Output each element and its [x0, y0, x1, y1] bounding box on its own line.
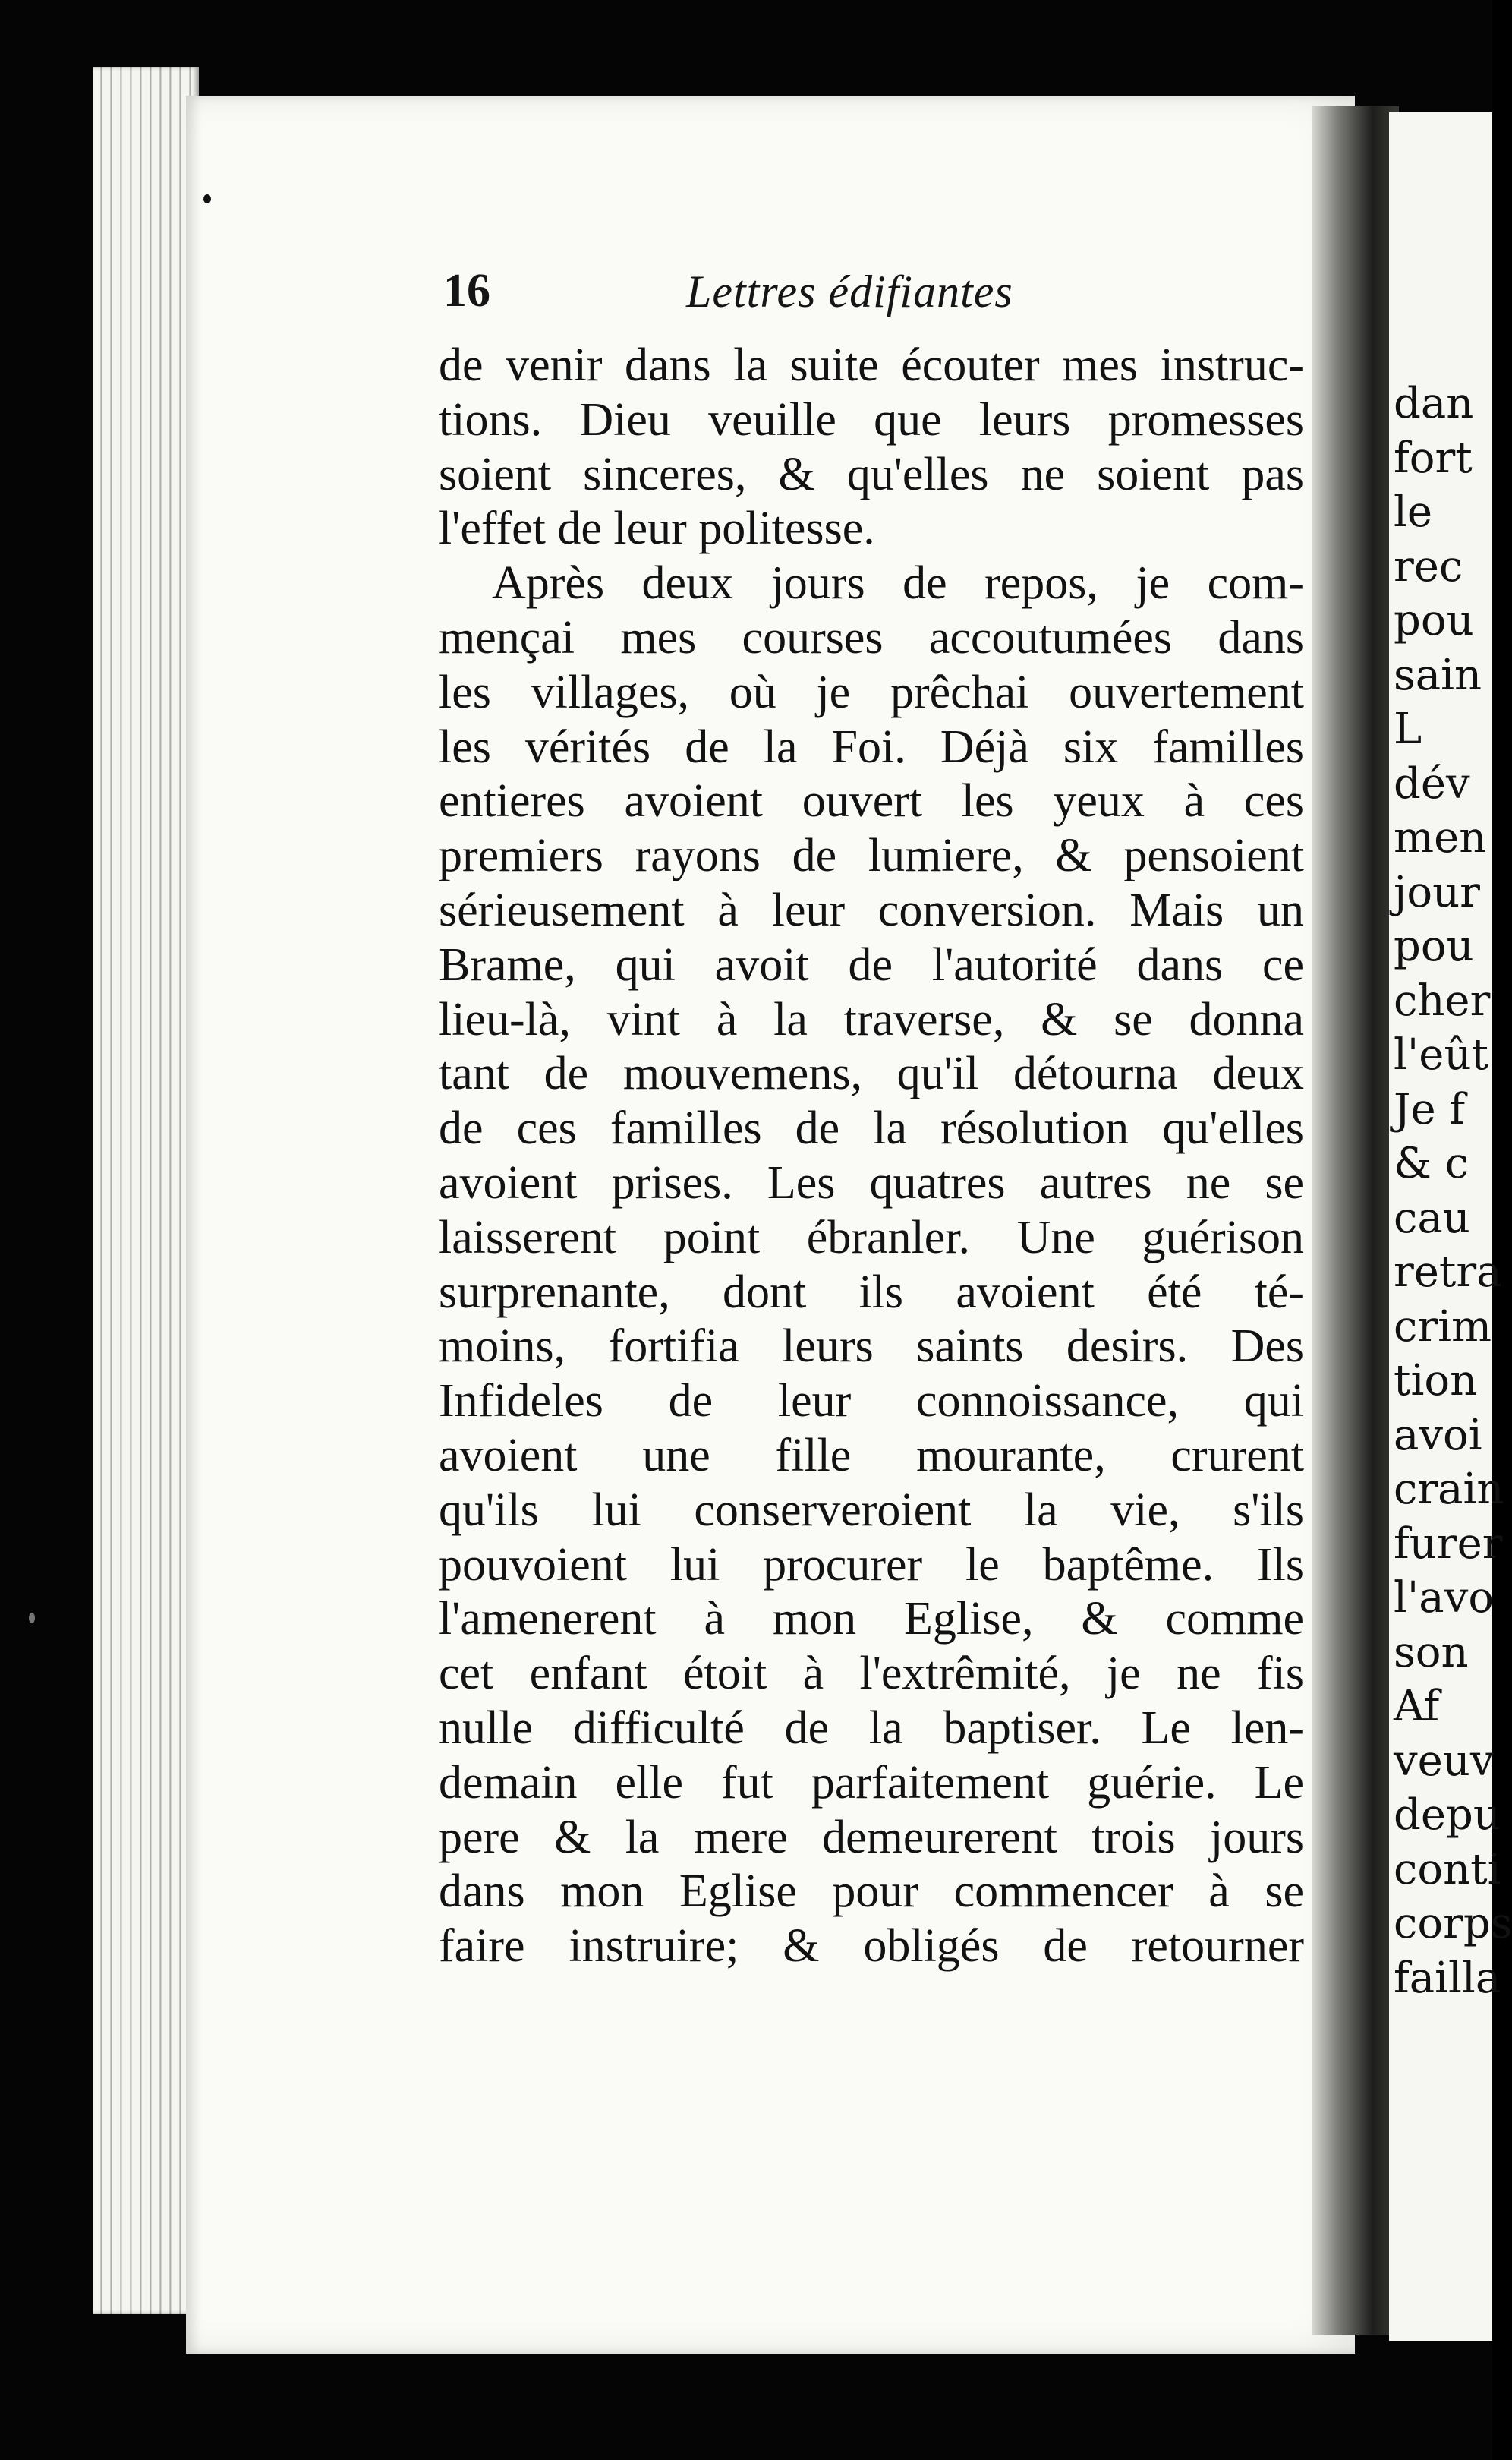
facing-page-fragment: le — [1394, 487, 1433, 537]
text-line: l'effet de leur politesse. — [439, 503, 875, 555]
facing-page-fragment: men — [1394, 813, 1487, 863]
running-head — [443, 264, 1316, 325]
text-line: laisserent point ébranler. Une guérison — [439, 1211, 1304, 1263]
facing-page-fragment: l'avo — [1394, 1573, 1495, 1623]
facing-page-fragment: corps — [1394, 1899, 1512, 1948]
body-text — [439, 339, 1304, 1974]
text-line: les villages, où je prêchai ouvertement — [439, 666, 1304, 718]
text-line: cet enfant étoit à l'extrêmité, je ne fis — [439, 1648, 1304, 1700]
facing-page-fragment: avoi — [1394, 1410, 1482, 1460]
facing-page-fragment: fort — [1394, 433, 1473, 483]
facing-page-fragment: crim — [1394, 1301, 1492, 1351]
text-line: tions. Dieu veuille que leurs promesses — [439, 393, 1304, 446]
facing-page-fragment: L — [1394, 705, 1422, 754]
facing-page-fragment: tion — [1394, 1356, 1478, 1405]
facing-page-fragment: cher — [1394, 976, 1491, 1026]
text-line: avoient prises. Les quatres autres ne se — [439, 1156, 1304, 1209]
facing-page-fragment: furer — [1394, 1519, 1503, 1569]
text-line: entieres avoient ouvert les yeux à ces — [439, 775, 1304, 828]
text-line: soient sinceres, & qu'elles ne soient pas — [439, 448, 1304, 500]
facing-page-fragment: son — [1394, 1627, 1469, 1677]
text-line: dans mon Eglise pour commencer à se — [439, 1866, 1304, 1918]
facing-page-fragment: sain — [1394, 650, 1482, 700]
facing-page-fragment: Je f — [1394, 1084, 1466, 1134]
facing-page-fragment: conti — [1394, 1844, 1501, 1894]
text-line: l'amenerent à mon Eglise, & comme — [439, 1593, 1304, 1645]
text-line: moins, fortifia leurs saints desirs. Des — [439, 1320, 1304, 1373]
facing-page-fragment: depu — [1394, 1790, 1501, 1840]
facing-page-fragment: jour — [1394, 867, 1480, 917]
text-line: qu'ils lui conserveroient la vie, s'ils — [439, 1484, 1304, 1536]
text-line: de venir dans la suite écouter mes instruc- — [439, 339, 1304, 391]
running-title: Lettres édifiantes — [686, 266, 1013, 317]
facing-page-fragment: pou — [1394, 596, 1474, 645]
text-line: demain elle fut parfaitement guérie. Le — [439, 1756, 1304, 1809]
facing-page-fragment: cau — [1394, 1193, 1470, 1243]
text-line: surprenante, dont ils avoient été té- — [439, 1266, 1304, 1318]
facing-page-fragment: Af — [1394, 1682, 1440, 1731]
ink-spot-mark — [29, 1613, 35, 1623]
facing-page — [1389, 112, 1512, 2341]
facing-page-fragment: crain — [1394, 1465, 1504, 1514]
page-number: 16 — [443, 265, 490, 317]
facing-page-fragment: pou — [1394, 922, 1474, 971]
text-line: Infideles de leur connoissance, qui — [439, 1375, 1304, 1427]
text-line: avoient une fille mourante, crurent — [439, 1429, 1304, 1481]
text-line: Après deux jours de repos, je com- — [492, 557, 1304, 610]
text-line: mençai mes courses accoutumées dans — [439, 611, 1304, 664]
text-line: Brame, qui avoit de l'autorité dans ce — [439, 938, 1304, 991]
text-line: les vérités de la Foi. Déjà six familles — [439, 721, 1304, 773]
facing-page-fragment: rec — [1394, 541, 1463, 591]
text-line: sérieusement à leur conversion. Mais un — [439, 884, 1304, 936]
facing-page-fragment: dan — [1394, 379, 1474, 428]
text-line: de ces familles de la résolution qu'elles — [439, 1102, 1304, 1155]
text-line: premiers rayons de lumiere, & pensoient — [439, 830, 1304, 882]
facing-page-fragment: retra — [1394, 1247, 1502, 1297]
facing-page-fragment: & c — [1394, 1139, 1469, 1188]
facing-page-fragment: veuv — [1394, 1736, 1495, 1786]
text-line: lieu-là, vint à la traverse, & se donna — [439, 993, 1304, 1046]
facing-page-fragment: l'eût — [1394, 1030, 1489, 1080]
text-line: nulle difficulté de la baptiser. Le len- — [439, 1702, 1304, 1754]
text-line: pere & la mere demeurerent trois jours — [439, 1811, 1304, 1863]
text-line: tant de mouvemens, qu'il détourna deux — [439, 1048, 1304, 1100]
text-line: faire instruire; & obligés de retourner — [439, 1920, 1304, 1973]
facing-page-fragment: dév — [1394, 758, 1470, 809]
text-line: pouvoient lui procurer le baptême. Ils — [439, 1538, 1304, 1591]
facing-page-fragment: failla — [1394, 1953, 1501, 2003]
ink-spot-mark — [203, 194, 211, 203]
page-edges — [93, 67, 199, 2314]
book-gutter — [1312, 106, 1399, 2335]
